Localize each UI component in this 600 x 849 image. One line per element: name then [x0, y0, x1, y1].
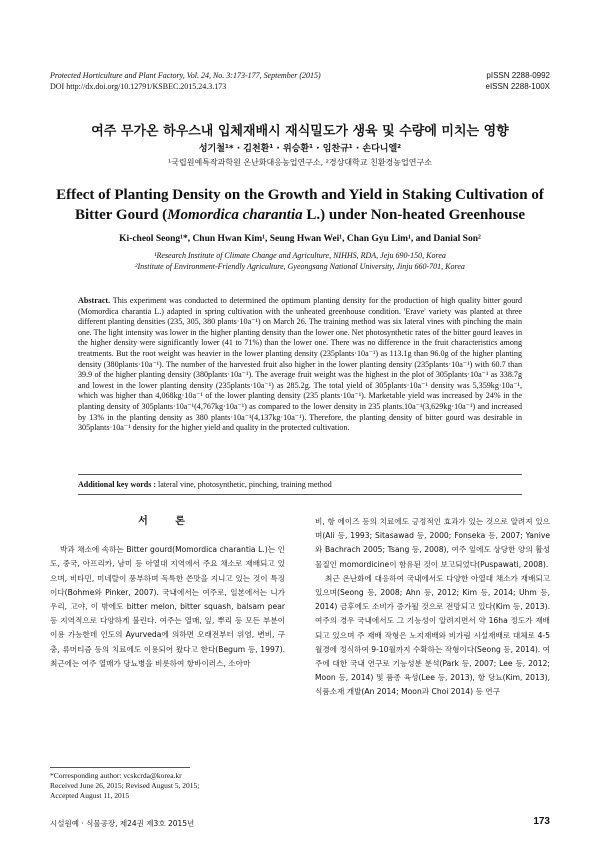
affiliation-1: ¹Research Institute of Climate Change and Agriculture, NIHHS, RDA, Jeju 690-150, Korea	[154, 251, 446, 260]
section-title: 서 론	[138, 516, 197, 527]
corresponding-author: *Corresponding author: vcskcrda@korea.kr	[50, 771, 182, 780]
pissn: pISSN 2288-0992	[486, 71, 550, 80]
journal-citation: Protected Horticulture and Plant Factory, Vol. 24, No. 3:173-177, September (2015)	[50, 71, 321, 80]
eissn: eISSN 2288-100X	[485, 82, 550, 91]
page-number: 173	[533, 816, 550, 827]
korean-authors: 성기철¹* · 김천환¹ · 위승환¹ · 임찬규¹ · 손다니엘²	[198, 144, 402, 154]
english-authors: Ki-cheol Seong¹*, Chun Hwan Kim¹, Seung Hwan Wei¹, Chan Gyu Lim¹, and Danial Son²	[119, 234, 481, 244]
keywords	[78, 480, 522, 489]
accepted-date: Accepted August 11, 2015	[50, 791, 130, 800]
english-title-line2: Bitter Gourd (Momordica charantia L.) under Non-heated Greenhouse	[74, 207, 526, 223]
affiliation-2: ²Institute of Environment-Friendly Agriculture, Gyeongsang National University, Jinju 660-701, Korea	[135, 262, 465, 271]
korean-title: 여주 무가온 하우스내 입체재배시 재식밀도가 생육 및 수량에 미치는 영향	[91, 124, 509, 139]
english-title	[40, 185, 560, 225]
english-affiliations	[0, 250, 600, 272]
body-column-right	[315, 515, 550, 700]
journal-header	[50, 70, 390, 92]
scientific-name: Momordica charantia	[167, 207, 303, 223]
keywords-text: lateral vine, photosynthetic, pinching, training method	[158, 480, 332, 489]
abstract-label: Abstract.	[78, 296, 111, 305]
doi-link[interactable]: DOI http://dx.doi.org/10.12791/KSBEC.2015.24.3.173	[50, 82, 227, 91]
paragraph: 최근 온난화에 대응하여 국내에서도 다양한 아열대 채소가 재배되고 있으며(Seong 등, 2008; Ahn 등, 2012; Kim 등, 2014; Uhm 등, 2014) 금후에도 소비가 증가될 것으로 전망되고 있다(Kim 등, 2013). 여주의 경우 국내에서도 그 기능성이 알려지면서 약 16ha 정도가 재배되고 있으며 주 재배 작형은 노지재배와 비가림 시설재배로 대체로 4-5월경에 정식하여 9-10월까지 수확하는 작형이다(Seong 등, 2014). 여주에 대한 국내 연구로 기능성분 분석(Park 등, 2007; Lee 등, 2012; Moon 등, 2014) 및 품종 육성(Lee 등, 2013), 항 당뇨(Kim, 2013), 식품소재 개발(An 2014; Moon과 Choi 2014) 등 연구	[315, 573, 550, 697]
footnote	[50, 771, 290, 801]
keywords-label: Additional key words :	[78, 480, 157, 489]
received-dates: Received June 26, 2015; Revised August 5, 2015;	[50, 781, 200, 790]
abstract	[78, 296, 522, 434]
body-column-left	[50, 515, 285, 671]
divider-bottom	[78, 494, 522, 495]
footer-journal: 시설원예 · 식물공장, 제24권 제3호 2015년	[50, 819, 195, 828]
issn-block	[410, 70, 550, 92]
paragraph: 박과 채소에 속하는 Bitter gourd(Momordica charantia L.)는 인도, 중국, 아프리카, 남미 등 아열대 지역에서 주요 채소로 재배되고 있으며, 비타민, 미네랄이 풍부하며 독특한 쓴맛을 지니고 있는 것이 특징이다(Bohme와 Pinker, 2007). 국내에서는 여주로, 일본에서는 니가우리, 고야, 이 밖에도 bitter melon, bitter squash, balsam pear 등 지역적으로 다양하게 불린다. 여주는 열매, 잎, 뿌리 등 모든 부분이 이용 가능한데 인도의 Ayurveda에 의하면 오래전부터 위염, 변비, 구충, 류머티즘 등의 치료에도 이용되어 왔다고 한다(Begum 등, 1997). 최근에는 여주 열매가 당뇨병을 비롯하여 항바이러스, 소아마	[50, 545, 285, 668]
paragraph: 비, 항 에이즈 등의 치료에도 긍정적인 효과가 있는 것으로 알려져 있으며(Ali 등, 1993; Sitasawad 등, 2000; Fonseka 등, 2007; Yanive와 Bachrach 2005; Tsang 등, 2008), 여주 잎에도 상당한 양의 활성물질인 momordicine이 함유된 것이 보고되었다(Puspawati, 2008).	[315, 517, 550, 569]
abstract-text: This experiment was conducted to determined the optimum planting density for the production of high quality bitter gourd (Momordica charantia L.) adapted in spring cultivation with the unheated greenhouse condition. 'Erave' variety was planted at three different planting densities (235, 305, 380 plants·10a⁻¹) on March 26. The training method was six lateral vines with pinching the main one. The light intensity was lower in the higher planting density than the lower one. Net photosynthetic rates of the bitter gourd leaves in the higher density were significantly lower (41 to 71%) than the lower one. There was no difference in the fruit characteristics among treatments. But the root weight was heavier in the lower planting density (235plants·10a⁻¹) as 113.1g than 96.0g of the higher planting density (380plants·10a⁻¹). The number of the harvested fruit also higher in the lower planting density (235plants·10a⁻¹) with 60.7 than 39.9 of the higher planting density (380plants·10a⁻¹). The average fruit weight was the highest in the plot of 305plants·10a⁻¹ as 338.7g and lowest in the lower planting density (235plants·10a⁻¹) as 285.2g. The total yield of 305plants·10a⁻¹ density was 5,359kg·10a⁻¹, which was higher than 4,068kg·10a⁻¹ of the lower planting density (235 plants·10a⁻¹). Marketable yield was increased by 24% in the planting density of 305plants·10a⁻¹(4,767kg·10a⁻¹) as compared to the lower density in 235 plants.10a⁻¹(3,629kg·10a⁻¹) and increased by 13% in the planting density as 380 plants·10a⁻¹(4,137kg·10a⁻¹). Therefore, the planting density of bitter gourd was desirable in 305plants·10a⁻¹ density for the higher yield and quality in the protected cultivation.	[78, 296, 522, 433]
korean-affiliation: ¹국립원예특작과학원 온난화대응농업연구소, ²경상대학교 친환경농업연구소	[168, 158, 432, 167]
footnote-divider	[50, 767, 190, 768]
divider-top	[78, 474, 522, 475]
english-title-line1: Effect of Planting Density on the Growth and Yield in Staking Cultivation of	[56, 187, 544, 203]
